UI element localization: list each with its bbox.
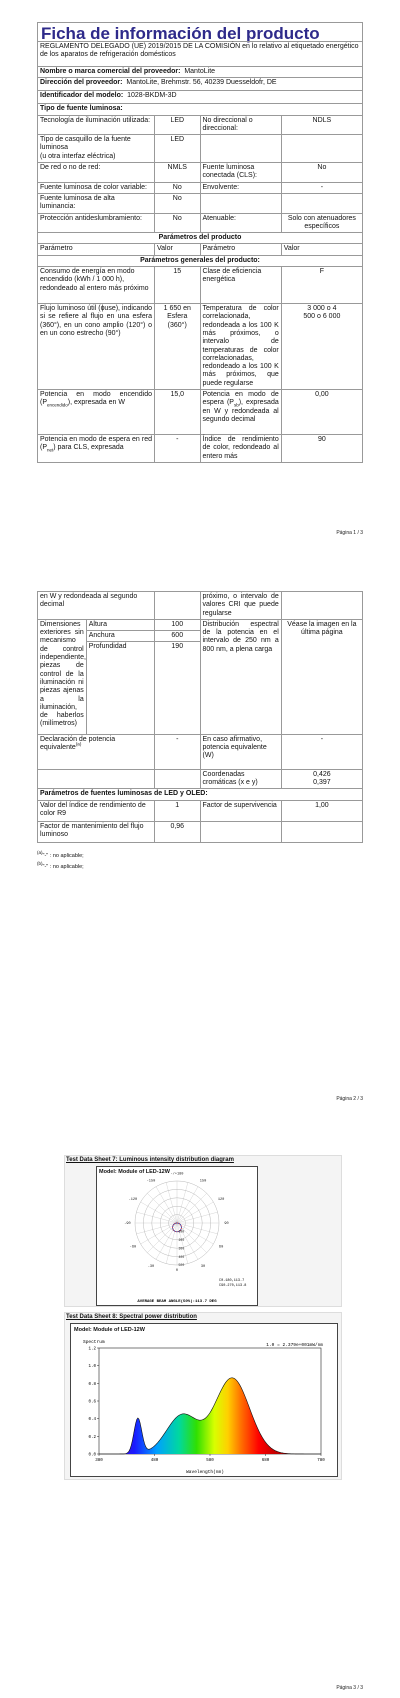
eclass-value: F [281, 267, 362, 304]
supplier-address-row: Dirección del proveedor: MantoLite, Brehmstr. 56, 40239 Duesseldofr, DE [38, 78, 363, 91]
polar-spoke [141, 1202, 177, 1223]
chroma-value: 0,426 0,397 [281, 769, 362, 789]
mains-label: De red o no de red: [38, 163, 155, 183]
cri-label: Índice de rendimiento de color, redondeado al entero más [200, 435, 281, 463]
figure-spectrum-caption: Test Data Sheet 8: Spectral power distribution [66, 1314, 197, 1320]
cls-value: No [281, 163, 362, 183]
equiv-w-value: - [281, 734, 362, 769]
polar-angle-label: -120 [128, 1197, 138, 1202]
colour-label: Fuente luminosa de color variable: [38, 182, 155, 193]
page-2 [0, 540, 400, 1110]
maint-label: Factor de mantenimiento del flujo luminoso [38, 821, 155, 842]
polar-radial-label: 100 [178, 1229, 185, 1234]
col-param-1: Parámetro [38, 244, 155, 255]
high-lum-value: No [155, 193, 201, 213]
col-value-1: Valor [155, 244, 201, 255]
cct-value: 3 000 o 4 500 o 6 000 [281, 304, 362, 390]
spectrum-ylabel: Spectrum [83, 1340, 105, 1345]
spectrum-ytick-label: 0.2 [88, 1435, 96, 1440]
mains-value: NMLS [155, 163, 201, 183]
polar-radial-label: 200 [178, 1238, 185, 1242]
spd-label: Distribución espectral de la potencia en el intervalo de 250 nm a 800 nm, a plena carga [200, 619, 281, 734]
polar-angle-label: 0 [175, 1269, 179, 1274]
page-title: Ficha de información del producto [37, 22, 363, 44]
led-params-heading: Parámetros de fuentes luminosas de LED y OLED: [38, 789, 363, 800]
page-number: Página 2 / 3 [336, 1096, 363, 1102]
light-source-type-heading: Tipo de fuente luminosa: [38, 104, 363, 115]
equiv-w-label: En caso afirmativo, potencia equivalente (W) [200, 734, 281, 769]
dims-label: Dimensiones exteriores sin mecanismo de control independiente, piezas de control de la iluminación ni piezas ajenas a la iluminación, de haberlos (milímetros) [38, 619, 87, 734]
spectrum-ytick-label: 0.6 [88, 1400, 96, 1405]
colour-value: No [155, 182, 201, 193]
polar-spoke [166, 1223, 177, 1264]
polar-spoke [147, 1193, 177, 1223]
polar-spoke [166, 1182, 177, 1223]
spectrum-ytick-label: 0.8 [88, 1382, 96, 1387]
glare-label: Protección antideslumbramiento: [38, 213, 155, 233]
spectrum-chart [71, 1336, 337, 1476]
tech-value: LED [155, 115, 201, 135]
polar-footer: AVERAGE BEAM ANGLE(50%):113.7 DEG [137, 1300, 217, 1304]
polar-spoke [156, 1187, 177, 1223]
polar-angle-label: -150 [146, 1179, 156, 1184]
envelope-label: Envolvente: [200, 182, 281, 193]
cct-label: Temperatura de color correlacionada, redondeada a los 100 K más próximos, o intervalo de temperaturas de color correlacionadas, redondeado a los 100 K más próximos, que puede regularse [200, 304, 281, 390]
dims-height-value: 100 [155, 619, 201, 630]
spectrum-xtick-label: 480 [150, 1459, 159, 1463]
spectrum-ytick-label: 1.0 [88, 1365, 96, 1370]
supplier-address-value: MantoLite, Brehmstr. 56, 40239 Duesseldofr, DE [126, 79, 277, 87]
polar-spoke [177, 1202, 213, 1223]
equiv-value: - [155, 734, 201, 769]
polar-angle-label: 150 [199, 1179, 207, 1184]
survival-label: Factor de supervivencia [200, 800, 281, 821]
spectrum-xlabel: Wavelength(nm) [186, 1470, 224, 1475]
polar-spoke [177, 1187, 198, 1223]
figure-intensity-caption: Test Data Sheet 7: Luminous intensity distribution diagram [66, 1157, 234, 1163]
pon-label: Potencia en modo encendido $(P_{encendido})$, expresada en W [38, 390, 155, 435]
nondir-value: NDLS [281, 115, 362, 135]
figure-spectrum-box [70, 1323, 338, 1477]
spectrum-xtick-label: 780 [317, 1459, 325, 1463]
spectrum-ytick-label: 1.2 [88, 1347, 96, 1352]
pnet-value: - [155, 435, 201, 463]
supplier-name-row: Nombre o marca comercial del proveedor: MantoLite [38, 67, 363, 78]
polar-angle-label: 90 [224, 1222, 229, 1227]
polar-radial-label: 500 [178, 1263, 185, 1268]
pon-value: 15,0 [155, 390, 201, 435]
polar-spoke [177, 1212, 218, 1223]
polar-spoke [177, 1193, 207, 1223]
page-number: Página 1 / 3 [336, 530, 363, 536]
tech-label: Tecnología de iluminación utilizada: [38, 115, 155, 135]
cls-label: Fuente luminosa conectada (CLS): [200, 163, 281, 183]
polar-spoke [136, 1223, 177, 1234]
page-3 [0, 1110, 400, 1698]
cap-value: LED [155, 135, 201, 163]
spectrum-area [99, 1378, 321, 1454]
equiv-label: Declaración de potencia equivalente$^{(a)}$ [38, 734, 155, 769]
flux-value: 1 650 en Esfera (360°) [155, 304, 201, 390]
high-lum-label: Fuente luminosa de alta luminancia: [38, 193, 155, 213]
polar-spoke [177, 1182, 188, 1223]
col-param-2: Parámetro [200, 244, 281, 255]
col-value-2: Valor [281, 244, 362, 255]
footnote-a: $^{(a)}$"-" : no aplicable; [37, 850, 84, 859]
footnote-b: $^{(b)}$"-" : no aplicable; [37, 861, 84, 870]
dims-depth-value: 190 [155, 642, 201, 734]
pnet-label-cont: en W y redondeada al segundo decimal [38, 592, 155, 620]
spectrum-annotation: 1.0 = 2.379e+001mW/nm [266, 1343, 323, 1348]
spectrum-xtick-label: 680 [261, 1459, 270, 1463]
flux-label: Flujo luminoso útil (ɸuse), indicando si se refiere al flujo en una esfera (360°), en un cono amplio (120°) o en un cono estrecho (90°) [38, 304, 155, 390]
polar-spoke [136, 1212, 177, 1223]
polar-angle-label: -60 [129, 1245, 137, 1250]
regulation-text: REGLAMENTO DELEGADO (UE) 2019/2015 DE LA COMISIÓN en lo relativo al etiquetado energético de los aparatos de refrigeración domésticos [38, 42, 363, 67]
maint-value: 0,96 [155, 821, 201, 842]
dimm-label: Atenuable: [200, 213, 281, 233]
figure-spectrum-model: Model: Module of LED-12W [74, 1327, 145, 1333]
cap-label: Tipo de casquillo de la fuente luminosa (u otra interfaz eléctrica) [38, 135, 155, 163]
polar-angle-label: 60 [218, 1245, 224, 1250]
polar-angle-label: 120 [217, 1197, 225, 1202]
polar-radial-label: 300 [178, 1246, 185, 1251]
general-params-heading: Parámetros generales del producto: [38, 255, 363, 266]
dimm-value: Solo con atenuadores específicos [281, 213, 362, 233]
psb-label: Potencia en modo de espera $(P_{sb})$, expresada en W y redondeada al segundo decimal [200, 390, 281, 435]
polar-spoke [141, 1223, 177, 1244]
polar-legend-c90: C90-270,113.8 [219, 1284, 247, 1288]
page-number: Página 3 / 3 [336, 1685, 363, 1691]
r9-label: Valor del índice de rendimiento de color R9 [38, 800, 155, 821]
cri-value: 90 [281, 435, 362, 463]
eclass-label: Clase de eficiencia energética [200, 267, 281, 304]
spectrum-xtick-label: 380 [95, 1459, 103, 1463]
spectrum-ytick-label: 0.4 [88, 1418, 96, 1423]
polar-angle-label: 30 [200, 1265, 206, 1270]
polar-angle-label: -/+180 [170, 1172, 184, 1177]
spectrum-ytick-label: 0.0 [88, 1453, 96, 1458]
dims-depth-label: Profundidad [86, 642, 154, 734]
r9-value: 1 [155, 800, 201, 821]
spd-value: Véase la imagen en la última página [281, 619, 362, 734]
dims-width-label: Anchura [86, 631, 154, 642]
envelope-value: - [281, 182, 362, 193]
dims-height-label: Altura [86, 619, 154, 630]
glare-value: No [155, 213, 201, 233]
polar-spoke [156, 1223, 177, 1259]
model-id-row: Identificador del modelo: 1028-BKDM-3D [38, 91, 363, 104]
figure-intensity-box [96, 1166, 258, 1306]
pnet-label: Potencia en modo de espera en red $(P_{net})$ para CLS, expresada [38, 435, 155, 463]
cri-label-cont: próximo, o intervalo de valores CRI que puede regularse [200, 592, 281, 620]
dims-width-value: 600 [155, 631, 201, 642]
psb-value: 0,00 [281, 390, 362, 435]
product-info-table-continued [37, 591, 363, 843]
chroma-label: Coordenadas cromáticas (x e y) [200, 769, 281, 789]
polar-angle-label: -90 [124, 1222, 131, 1227]
figure-intensity-model: Model: Module of LED-12W [99, 1169, 170, 1175]
spectrum-xtick-label: 580 [206, 1459, 214, 1463]
polar-radial-label: 400 [178, 1254, 185, 1259]
supplier-name-value: MantoLite [184, 68, 216, 75]
polar-legend-c0: C0-180,113.7 [219, 1279, 245, 1283]
nondir-label: No direccional o direccional: [200, 115, 281, 135]
survival-value: 1,00 [281, 800, 362, 821]
polar-angle-label: -30 [147, 1265, 155, 1270]
params-heading: Parámetros del producto [38, 233, 363, 244]
energy-label: Consumo de energía en modo encendido (kWh / 1 000 h), redondeado al entero más próximo [38, 267, 155, 304]
energy-value: 15 [155, 267, 201, 304]
page-1 [0, 0, 400, 540]
model-id-value: 1028-BKDM-3D [127, 92, 177, 100]
product-info-table [37, 41, 363, 463]
